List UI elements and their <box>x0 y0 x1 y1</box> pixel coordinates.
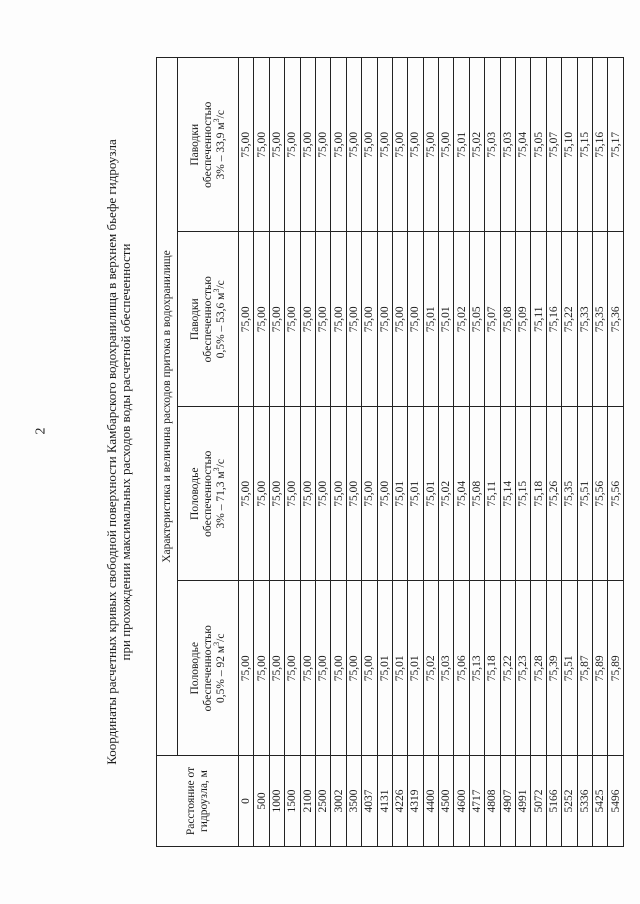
level-cell: 75,00 <box>315 407 330 582</box>
level-cell: 75,00 <box>362 58 377 233</box>
level-cell: 75,00 <box>269 407 284 582</box>
level-cell: 75,89 <box>592 581 607 756</box>
column-header-probability-label: обеспеченностью <box>201 276 214 363</box>
level-cell: 75,00 <box>377 407 392 582</box>
level-cell: 75,03 <box>500 58 515 233</box>
level-cell: 75,04 <box>516 58 531 233</box>
table-row <box>331 58 346 847</box>
level-cell: 75,39 <box>546 581 561 756</box>
water-surface-table <box>156 57 624 847</box>
distance-cell: 2100 <box>300 756 315 847</box>
table-row <box>285 58 300 847</box>
level-cell: 75,00 <box>377 232 392 407</box>
level-cell: 75,16 <box>592 58 607 233</box>
table-row <box>300 58 315 847</box>
discharge-value: 3% – 71,3 м <box>214 471 227 529</box>
distance-cell: 4907 <box>500 756 515 847</box>
column-header-type: Паводки <box>188 298 201 341</box>
level-cell: 75,03 <box>439 581 454 756</box>
level-cell: 75,00 <box>300 58 315 233</box>
level-cell: 75,00 <box>362 581 377 756</box>
table-row <box>346 58 361 847</box>
table-row <box>269 58 284 847</box>
table-row <box>500 58 515 847</box>
level-cell: 75,51 <box>577 407 592 582</box>
level-cell: 75,01 <box>408 407 423 582</box>
distance-cell: 4037 <box>362 756 377 847</box>
level-cell: 75,03 <box>485 58 500 233</box>
level-cell: 75,51 <box>562 581 577 756</box>
level-cell: 75,28 <box>531 581 546 756</box>
distance-cell: 4400 <box>423 756 438 847</box>
table-row <box>408 58 423 847</box>
level-cell: 75,00 <box>362 407 377 582</box>
column-header-1 <box>178 581 239 756</box>
level-cell: 75,00 <box>285 581 300 756</box>
distance-cell: 5166 <box>546 756 561 847</box>
distance-cell: 1000 <box>269 756 284 847</box>
level-cell: 75,01 <box>392 581 407 756</box>
level-cell: 75,00 <box>315 58 330 233</box>
distance-cell: 5496 <box>608 756 623 847</box>
level-cell: 75,08 <box>469 407 484 582</box>
level-cell: 75,00 <box>285 407 300 582</box>
level-cell: 75,11 <box>531 232 546 407</box>
level-cell: 75,00 <box>392 232 407 407</box>
distance-cell: 4131 <box>377 756 392 847</box>
title-line-2: при прохождении максимальных расходов воды расчетной обеспеченности <box>118 243 133 661</box>
group-header: Характеристика и величина расходов притока в водохранилище <box>157 58 178 756</box>
distance-cell: 4500 <box>439 756 454 847</box>
level-cell: 75,05 <box>469 232 484 407</box>
level-cell: 75,00 <box>315 232 330 407</box>
column-header-discharge <box>211 58 228 232</box>
level-cell: 75,17 <box>608 58 623 233</box>
level-cell: 75,00 <box>269 58 284 233</box>
distance-cell: 1500 <box>285 756 300 847</box>
table-body <box>239 58 624 847</box>
level-cell: 75,00 <box>269 581 284 756</box>
level-cell: 75,15 <box>577 58 592 233</box>
level-cell: 75,02 <box>469 58 484 233</box>
table-row <box>608 58 623 847</box>
table-row <box>592 58 607 847</box>
level-cell: 75,22 <box>500 581 515 756</box>
distance-cell: 5252 <box>562 756 577 847</box>
table-row <box>516 58 531 847</box>
level-cell: 75,22 <box>562 232 577 407</box>
level-cell: 75,09 <box>516 232 531 407</box>
discharge-value: 0,5% – 53,6 м <box>214 292 227 359</box>
level-cell: 75,00 <box>269 232 284 407</box>
distance-cell: 500 <box>254 756 269 847</box>
distance-cell: 4717 <box>469 756 484 847</box>
level-cell: 75,00 <box>239 407 254 582</box>
unit-suffix: /с <box>214 459 227 468</box>
level-cell: 75,00 <box>300 407 315 582</box>
level-cell: 75,05 <box>531 58 546 233</box>
table-row <box>469 58 484 847</box>
level-cell: 75,35 <box>592 232 607 407</box>
level-cell: 75,00 <box>239 232 254 407</box>
level-cell: 75,06 <box>454 581 469 756</box>
level-cell: 75,01 <box>377 581 392 756</box>
level-cell: 75,00 <box>331 58 346 233</box>
level-cell: 75,02 <box>423 581 438 756</box>
level-cell: 75,00 <box>423 58 438 233</box>
column-header-probability-label: обеспеченностью <box>201 625 214 712</box>
distance-cell: 3500 <box>346 756 361 847</box>
table-row <box>546 58 561 847</box>
unit-suffix: /с <box>214 110 227 119</box>
level-cell: 75,18 <box>485 581 500 756</box>
level-cell: 75,00 <box>254 232 269 407</box>
level-cell: 75,00 <box>285 232 300 407</box>
column-header-discharge <box>211 233 228 407</box>
level-cell: 75,00 <box>346 58 361 233</box>
level-cell: 75,00 <box>408 58 423 233</box>
level-cell: 75,00 <box>254 58 269 233</box>
unit-exponent: 3 <box>211 118 221 123</box>
column-header-discharge <box>211 407 228 581</box>
rotated-content <box>105 57 640 847</box>
column-header-probability-label: обеспеченностью <box>201 450 214 537</box>
level-cell: 75,00 <box>285 58 300 233</box>
level-cell: 75,10 <box>562 58 577 233</box>
column-header-2 <box>178 407 239 582</box>
distance-cell: 5425 <box>592 756 607 847</box>
level-cell: 75,56 <box>608 407 623 582</box>
level-cell: 75,13 <box>469 581 484 756</box>
level-cell: 75,00 <box>439 58 454 233</box>
column-header-discharge <box>211 582 228 756</box>
level-cell: 75,35 <box>562 407 577 582</box>
table-row <box>423 58 438 847</box>
level-cell: 75,07 <box>485 232 500 407</box>
level-cell: 75,01 <box>408 581 423 756</box>
level-cell: 75,01 <box>439 232 454 407</box>
level-cell: 75,00 <box>362 232 377 407</box>
level-cell: 75,00 <box>239 58 254 233</box>
distance-cell: 4600 <box>454 756 469 847</box>
level-cell: 75,33 <box>577 232 592 407</box>
level-cell: 75,00 <box>331 581 346 756</box>
level-cell: 75,00 <box>346 232 361 407</box>
table-row <box>254 58 269 847</box>
level-cell: 75,00 <box>408 232 423 407</box>
level-cell: 75,87 <box>577 581 592 756</box>
unit-suffix: /с <box>214 633 227 642</box>
level-cell: 75,89 <box>608 581 623 756</box>
distance-cell: 4808 <box>485 756 500 847</box>
level-cell: 75,00 <box>300 232 315 407</box>
table-row <box>562 58 577 847</box>
level-cell: 75,00 <box>254 581 269 756</box>
column-header-4 <box>178 58 239 233</box>
level-cell: 75,02 <box>454 232 469 407</box>
distance-cell: 0 <box>239 756 254 847</box>
level-cell: 75,02 <box>439 407 454 582</box>
level-cell: 75,36 <box>608 232 623 407</box>
column-header-3 <box>178 232 239 407</box>
level-cell: 75,26 <box>546 407 561 582</box>
level-cell: 75,04 <box>454 407 469 582</box>
level-cell: 75,01 <box>392 407 407 582</box>
level-cell: 75,00 <box>377 58 392 233</box>
unit-exponent: 3 <box>211 288 221 293</box>
table-row <box>531 58 546 847</box>
table-row <box>377 58 392 847</box>
table-row <box>454 58 469 847</box>
column-header-type: Паводки <box>188 123 201 166</box>
level-cell: 75,18 <box>531 407 546 582</box>
level-cell: 75,08 <box>500 232 515 407</box>
level-cell: 75,14 <box>500 407 515 582</box>
unit-exponent: 3 <box>211 467 221 472</box>
level-cell: 75,00 <box>254 407 269 582</box>
distance-cell: 4319 <box>408 756 423 847</box>
level-cell: 75,00 <box>331 407 346 582</box>
column-header-type: Половодье <box>188 642 201 695</box>
level-cell: 75,07 <box>546 58 561 233</box>
distance-cell: 2500 <box>315 756 330 847</box>
distance-header: Расстояние от гидроузла, м <box>157 756 239 847</box>
unit-exponent: 3 <box>211 641 221 646</box>
level-cell: 75,16 <box>546 232 561 407</box>
level-cell: 75,00 <box>392 58 407 233</box>
distance-cell: 5336 <box>577 756 592 847</box>
unit-suffix: /с <box>214 280 227 289</box>
table-row <box>485 58 500 847</box>
distance-cell: 4226 <box>392 756 407 847</box>
level-cell: 75,00 <box>331 232 346 407</box>
document-title <box>105 57 133 847</box>
table-row <box>239 58 254 847</box>
column-header-type: Половодье <box>188 467 201 520</box>
table-row <box>362 58 377 847</box>
page-number: 2 <box>33 427 49 435</box>
level-cell: 75,23 <box>516 581 531 756</box>
level-cell: 75,00 <box>346 581 361 756</box>
table-row <box>315 58 330 847</box>
table-row <box>439 58 454 847</box>
level-cell: 75,15 <box>516 407 531 582</box>
level-cell: 75,00 <box>239 581 254 756</box>
level-cell: 75,01 <box>423 407 438 582</box>
title-line-1: Координаты расчетных кривых свободной поверхности Камбарского водохранилища в верхнем бьефе гидроузла <box>104 139 119 765</box>
distance-cell: 5072 <box>531 756 546 847</box>
level-cell: 75,00 <box>346 407 361 582</box>
discharge-value: 3% – 33,9 м <box>214 122 227 180</box>
level-cell: 75,56 <box>592 407 607 582</box>
distance-cell: 3002 <box>331 756 346 847</box>
table-row <box>577 58 592 847</box>
discharge-value: 0,5% – 92 м <box>214 645 227 703</box>
distance-cell: 4991 <box>516 756 531 847</box>
level-cell: 75,00 <box>315 581 330 756</box>
level-cell: 75,11 <box>485 407 500 582</box>
column-header-probability-label: обеспеченностью <box>201 101 214 188</box>
level-cell: 75,01 <box>423 232 438 407</box>
table-row <box>392 58 407 847</box>
level-cell: 75,01 <box>454 58 469 233</box>
level-cell: 75,00 <box>300 581 315 756</box>
subheader-row <box>178 58 239 847</box>
